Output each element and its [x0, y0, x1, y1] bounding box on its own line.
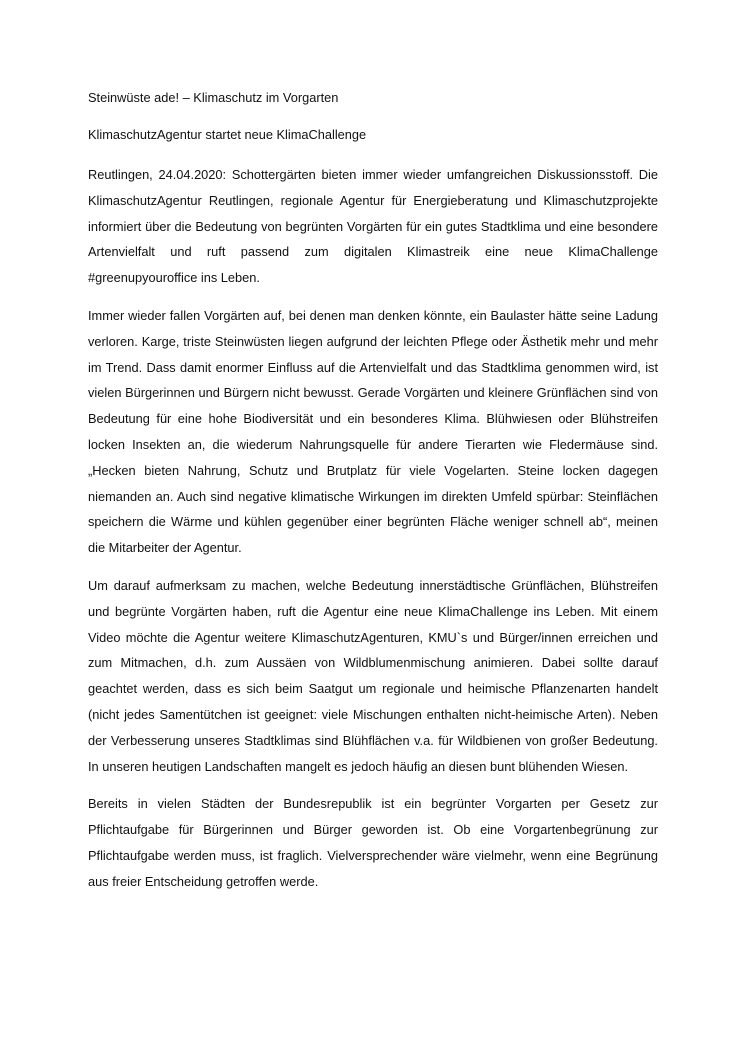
paragraph-klimachallenge: Um darauf aufmerksam zu machen, welche Bedeutung innerstädtische Grünflächen, Blühstreifen und begrünte Vorgärten haben, ruft die Agentur eine neue KlimaChallenge ins Leben. Mit einem Video möchte die Agentur weitere KlimaschutzAgenturen, KMU`s und Bürger/innen erreichen und zum Mitmachen, d.h. zum Aussäen von Wildblumenmischung animieren. Dabei sollte darauf geachtet werden, dass es sich beim Saatgut um regionale und heimische Pflanzenarten handelt (nicht jedes Samentütchen ist geeignet: viele Mischungen enthalten nicht-heimische Arten). Neben der Verbesserung unseres Stadtklimas sind Blühflächen v.a. für Wildbienen von großer Bedeutung. In unseren heutigen Landschaften mangelt es jedoch häufig an diesen bunt blühenden Wiesen.: [88, 577, 658, 774]
document-subtitle: KlimaschutzAgentur startet neue KlimaChallenge: [88, 127, 367, 142]
document-title: Steinwüste ade! – Klimaschutz im Vorgarten: [88, 90, 339, 105]
paragraph-intro: Reutlingen, 24.04.2020: Schottergärten bieten immer wieder umfangreichen Diskussionsstoff. Die KlimaschutzAgentur Reutlingen, regionale Agentur für Energieberatung und Klimaschutzprojekte informiert über die Bedeutung von begrünten Vorgärten für ein gutes Stadtklima und eine besondere Artenvielfalt und ruft passend zum digitalen Klimastreik eine neue KlimaChallenge #greenupyouroffice ins Leben.: [88, 167, 658, 286]
paragraph-pflichtaufgabe: Bereits in vielen Städten der Bundesrepublik ist ein begrünter Vorgarten per Gesetz zur Pflichtaufgabe für Bürgerinnen und Bürger geworden ist. Ob eine Vorgartenbegrünung zur Pflichtaufgabe werden muss, ist fraglich. Vielversprechender wäre vielmehr, wenn eine Begrünung aus freier Entscheidung getroffen werde.: [88, 796, 658, 889]
paragraph-steinwuesten: Immer wieder fallen Vorgärten auf, bei denen man denken könnte, ein Baulaster hätte seine Ladung verloren. Karge, triste Steinwüsten liegen aufgrund der leichten Pflege oder Ästhetik mehr und mehr im Trend. Dass damit enormer Einfluss auf die Artenvielfalt und das Stadtklima genommen wird, ist vielen Bürgerinnen und Bürgern nicht bewusst. Gerade Vorgärten und kleinere Grünflächen sind von Bedeutung für eine hohe Biodiversität und ein besonderes Klima. Blühwiesen oder Blühstreifen locken Insekten an, die wiederum Nahrungsquelle für andere Tierarten wie Fledermäuse sind. „Hecken bieten Nahrung, Schutz und Brutplatz für viele Vogelarten. Steine locken dagegen niemanden an. Auch sind negative klimatische Wirkungen im direkten Umfeld spürbar: Steinflächen speichern die Wärme und kühlen gegenüber einer begrünten Fläche weniger schnell ab“, meinen die Mitarbeiter der Agentur.: [88, 307, 658, 556]
document-page: [88, 88, 658, 907]
